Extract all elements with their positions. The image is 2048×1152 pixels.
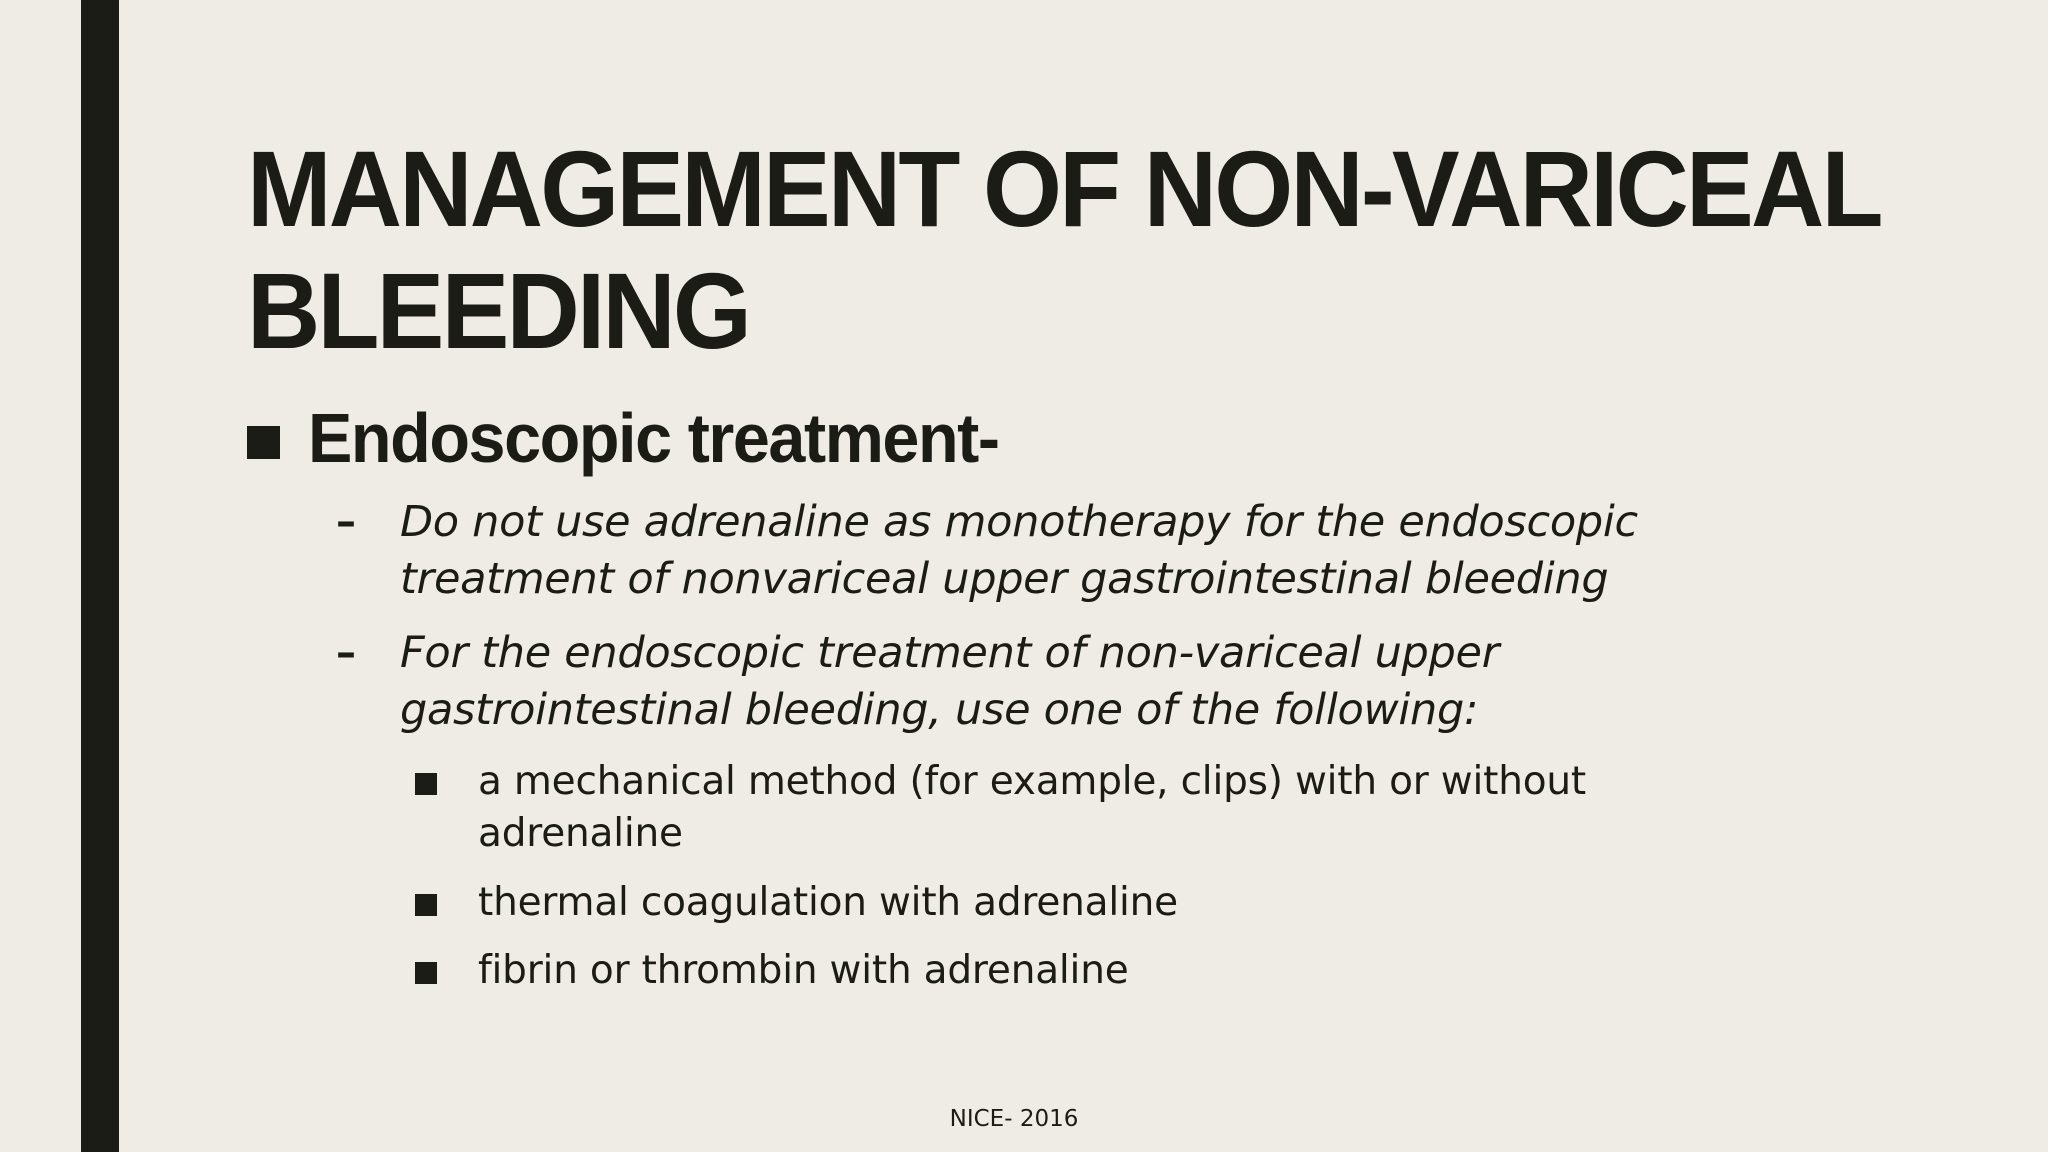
title-line-2: BLEEDING: [247, 250, 750, 371]
bullet-endoscopic-treatment: [247, 398, 1035, 478]
sub-bullet-text: [400, 494, 1720, 608]
sub-bullet-line: treatment of nonvariceal upper gastrointestinal bleeding: [400, 554, 1609, 604]
option-thermal-coagulation: [415, 877, 1735, 929]
dash-bullet-icon: –: [336, 499, 356, 545]
slide-footer: NICE- 2016: [949, 1106, 1079, 1132]
slide-title: [247, 128, 1883, 372]
option-mechanical-method: [415, 756, 1735, 860]
square-bullet-icon: [247, 426, 280, 459]
option-text: fibrin or thrombin with adrenaline: [478, 948, 1129, 993]
sub-bullet-line: gastrointestinal bleeding, use one of the following:: [400, 685, 1479, 735]
square-bullet-icon: [415, 773, 437, 795]
accent-bar: [81, 0, 119, 1152]
title-line-1: MANAGEMENT OF NON-VARICEAL: [247, 128, 1881, 249]
sub-bullet-adrenaline-monotherapy: [336, 494, 1736, 608]
square-bullet-icon: [415, 962, 437, 984]
square-bullet-icon: [415, 894, 437, 916]
sub-bullet-text: [400, 625, 1720, 739]
option-fibrin-thrombin: [415, 945, 1735, 997]
sub-bullet-line: For the endoscopic treatment of non-variceal upper: [400, 628, 1500, 678]
option-line: a mechanical method (for example, clips) with or without: [478, 759, 1587, 804]
bullet-heading: Endoscopic treatment-: [308, 399, 999, 477]
option-line: adrenaline: [478, 811, 683, 856]
option-text: thermal coagulation with adrenaline: [478, 880, 1178, 925]
option-text: [478, 756, 1678, 860]
dash-bullet-icon: –: [336, 630, 356, 676]
sub-bullet-use-one-of-following: [336, 625, 1736, 739]
sub-bullet-line: Do not use adrenaline as monotherapy for the endoscopic: [400, 497, 1638, 547]
